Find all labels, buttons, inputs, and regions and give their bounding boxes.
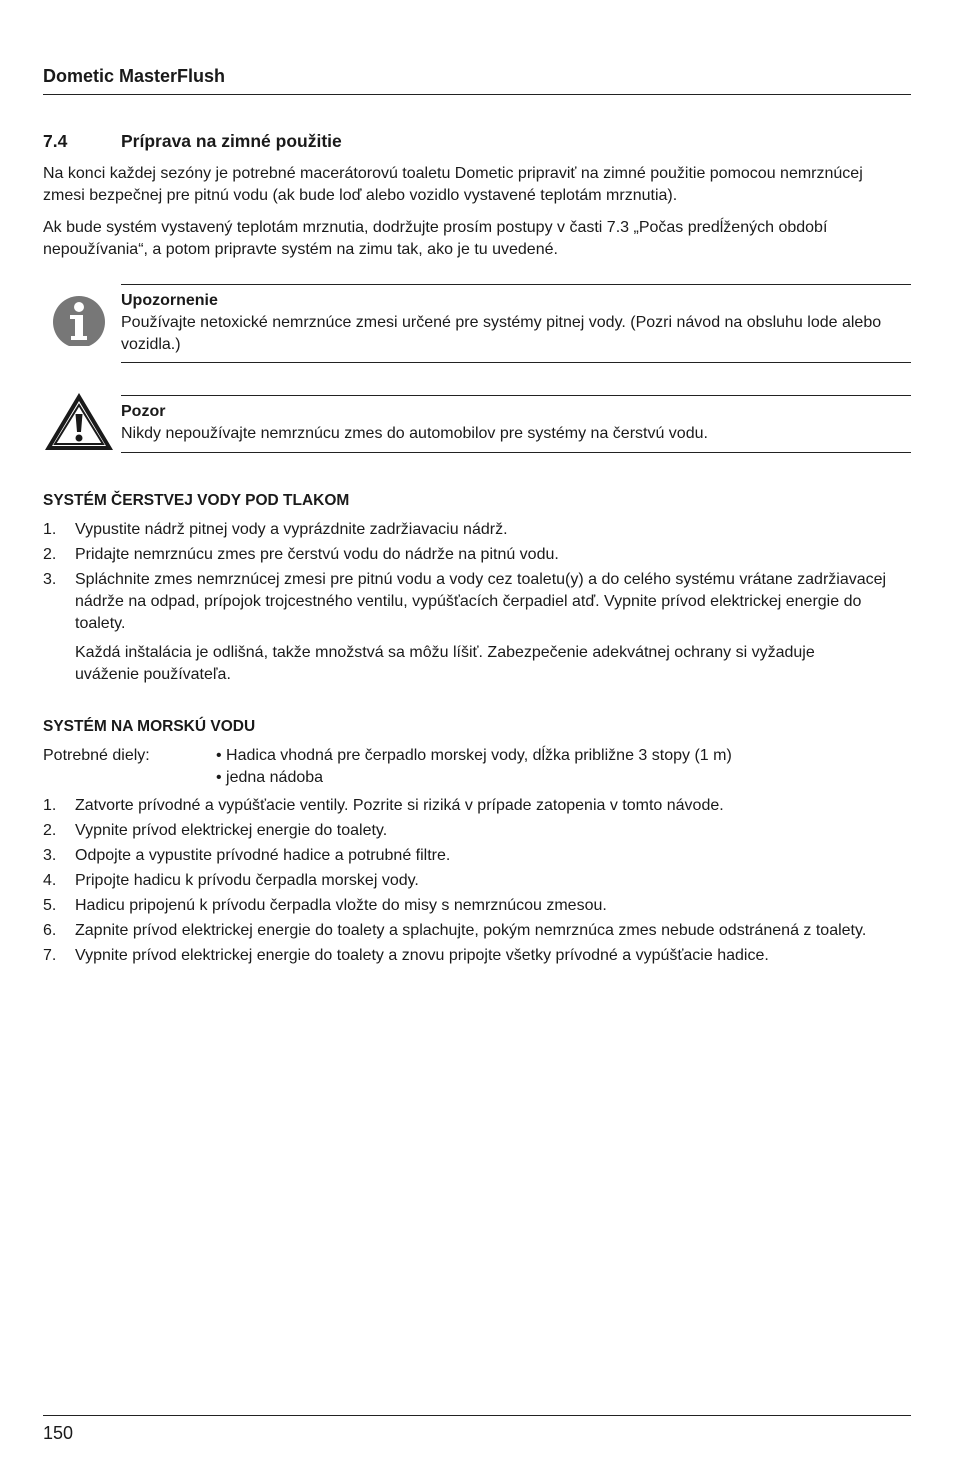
intro-paragraph-2: Ak bude systém vystavený teplotám mrznutia, dodržujte prosím postupy v časti 7.3 „Počas predĺžených období nepoužívania“, a potom pripravte systém na zimu tak, ako je tu uvedené. (43, 219, 828, 258)
parts-list (216, 745, 732, 789)
header-rule (43, 94, 911, 95)
sea-water-steps (43, 795, 911, 970)
fresh-water-steps (43, 519, 911, 638)
list-item: 6. Zapnite prívod elektrickej energie do toalety a splachujte, pokým nemrznúca zmes nebude odstránená z toalety. (43, 922, 867, 939)
sea-water-heading: SYSTÉM NA MORSKÚ VODU (43, 718, 256, 735)
list-item: 7. Vypnite prívod elektrickej energie do toalety a znovu pripojte všetky prívodné a vypúšťacie hadice. (43, 947, 769, 964)
section-number: 7.4 (43, 131, 68, 151)
list-item: 1. Vypustite nádrž pitnej vody a vyprázdnite zadržiavaciu nádrž. (43, 521, 508, 538)
page-number: 150 (43, 1423, 74, 1443)
list-item: 1. Zatvorte prívodné a vypúšťacie ventily. Pozrite si riziká v prípade zatopenia v tomto návode. (43, 797, 724, 814)
parts-label: Potrebné diely: (43, 747, 150, 764)
list-item: • jedna nádoba (216, 769, 324, 786)
list-item: 2. Vypnite prívod elektrickej energie do toalety. (43, 822, 388, 839)
info-notice-body (121, 284, 911, 363)
info-notice-text: Používajte netoxické nemrznúce zmesi určené pre systémy pitnej vody. (Pozri návod na obsluhu lode alebo vozidla.) (121, 314, 882, 353)
warning-notice-text: Nikdy nepoužívajte nemrznúcu zmes do automobilov pre systémy na čerstvú vodu. (121, 425, 708, 442)
info-notice-label: Upozornenie (121, 292, 218, 309)
list-item: 4. Pripojte hadicu k prívodu čerpadla morskej vody. (43, 872, 419, 889)
list-item: 2. Pridajte nemrznúcu zmes pre čerstvú vodu do nádrže na pitnú vodu. (43, 546, 559, 563)
intro-paragraph-1: Na konci každej sezóny je potrebné macerátorovú toaletu Dometic pripraviť na zimné použitie pomocou nemrznúcej zmesi bezpečnej pre pitnú vodu (ak bude loď alebo vozidlo vystavené teplotám mrznutia). (43, 165, 863, 204)
footer-rule (43, 1415, 911, 1416)
section-title: Príprava na zimné použitie (121, 131, 342, 151)
list-item: 3. Odpojte a vypustite prívodné hadice a potrubné filtre. (43, 847, 451, 864)
list-item: 5. Hadicu pripojenú k prívodu čerpadla vložte do misy s nemrznúcou zmesou. (43, 897, 607, 914)
fresh-water-note: Každá inštalácia je odlišná, takže množstvá sa môžu líšiť. Zabezpečenie adekvátnej ochrany si vyžaduje uváženie používateľa. (75, 644, 815, 683)
warning-triangle-icon (43, 391, 115, 458)
warning-notice-label: Pozor (121, 403, 166, 420)
list-item: • Hadica vhodná pre čerpadlo morskej vody, dĺžka približne 3 stopy (1 m) (216, 747, 732, 764)
section-heading (43, 131, 342, 152)
info-icon (43, 290, 115, 351)
list-item: 3. Spláchnite zmes nemrznúcej zmesi pre pitnú vodu a vody cez toaletu(y) a do celého systému vrátane zadržiavacej nádrže na odpad, prípojok trojcestného ventilu, vypúšťacích čerpadiel atď. Vypnite prívod elektrickej energie do toalety. (43, 571, 887, 632)
fresh-water-heading: SYSTÉM ČERSTVEJ VODY POD TLAKOM (43, 492, 350, 509)
running-header: Dometic MasterFlush (43, 66, 226, 86)
warning-notice-body (121, 395, 911, 453)
